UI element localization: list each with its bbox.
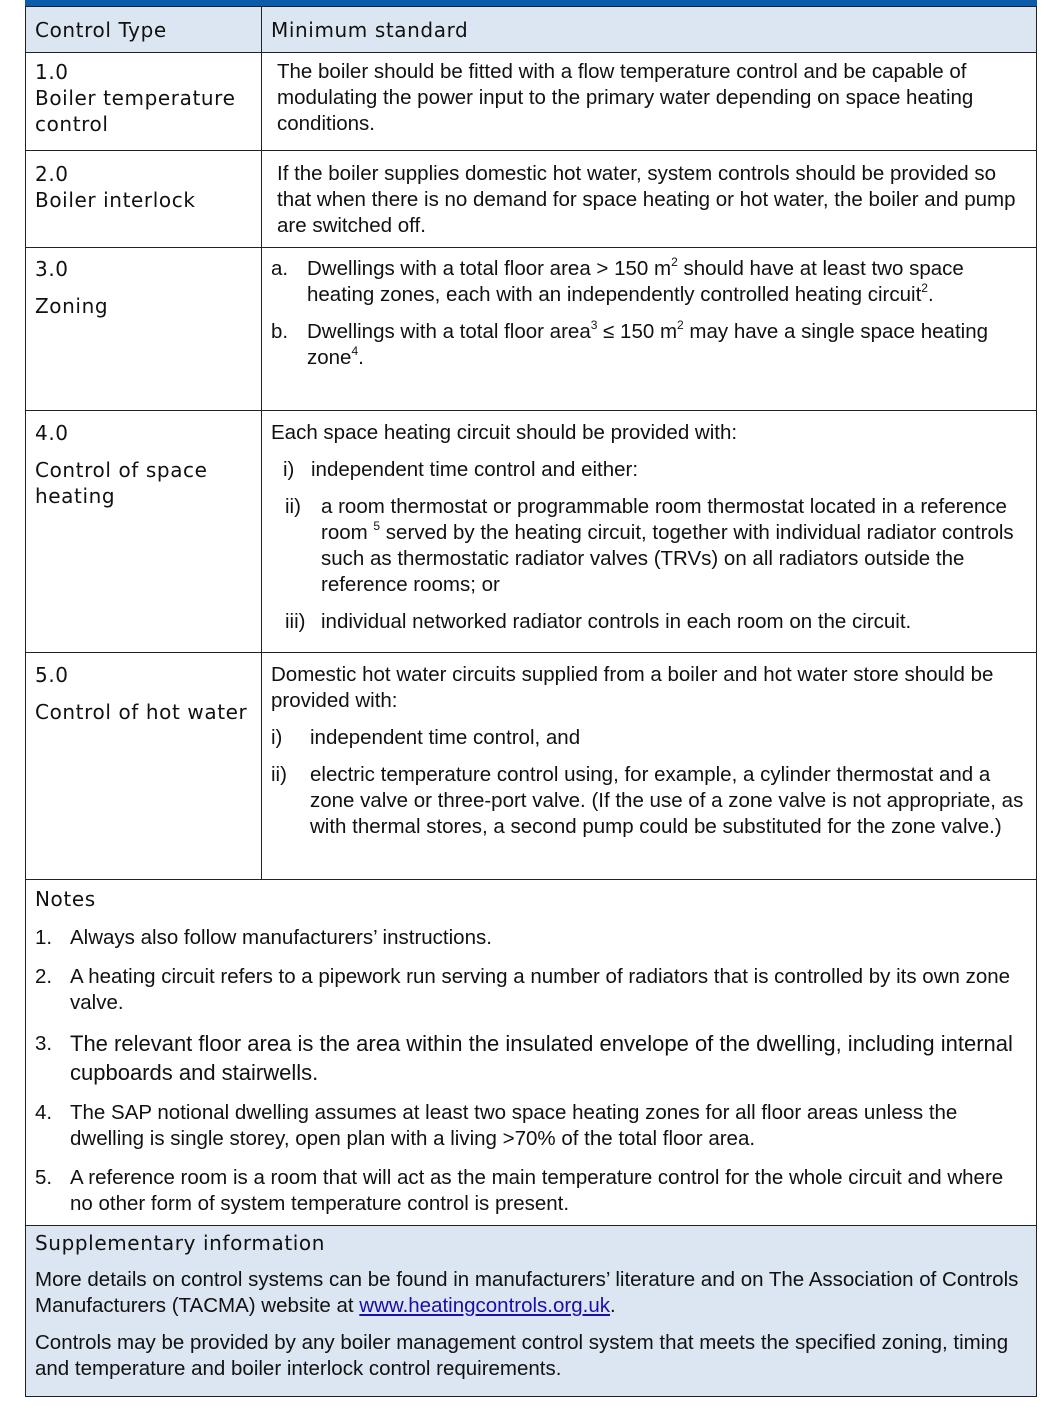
notes-title: Notes — [35, 887, 96, 911]
row-intro-text: Domestic hot water circuits supplied from a boiler and hot water store should be provided with: — [271, 663, 994, 712]
list-marker: i) — [283, 458, 295, 481]
table-row — [26, 411, 1037, 653]
row-title: Boiler interlock — [35, 188, 196, 212]
list-item: ii) electric temperature control using, for example, a cylinder thermostat and a zone valve or three-port valve. (If the use of a zone valve is not appropriate, as with thermal stores, a second pump could be substituted for the zone valve.) — [271, 763, 1024, 838]
row-title: Zoning — [35, 294, 109, 318]
list-marker: iii) — [285, 610, 306, 633]
row-number: 5.0 — [35, 663, 69, 687]
list-item: ii) a room thermostat or programmable room thermostat located in a reference room $^5$ served by the heating circuit, together with individual radiator controls such as thermostatic radiator valves (TRVs) on all radiators outside the reference rooms; or — [285, 495, 1014, 596]
note-marker: 1. — [35, 926, 53, 949]
list-item: iii) individual networked radiator controls in each room on the circuit. — [285, 610, 912, 633]
list-item: i) independent time control, and — [271, 726, 581, 749]
row-intro-text: Each space heating circuit should be provided with: — [271, 421, 738, 444]
table-header-row — [26, 7, 1037, 53]
header-control-type: Control Type — [35, 17, 167, 42]
controls-table-document — [25, 0, 1037, 1397]
row-number: 2.0 — [35, 162, 69, 186]
list-marker: a. — [271, 257, 289, 280]
row-standard-text: If the boiler supplies domestic hot water, system controls should be provided so that when there is no demand for space heating or hot water, the boiler and pump are switched off. — [277, 162, 1016, 237]
header-minimum-standard: Minimum standard — [271, 17, 469, 42]
row-number: 4.0 — [35, 421, 69, 445]
row-number: 1.0 — [35, 60, 69, 84]
row-title: Boiler temperature control — [35, 86, 236, 136]
note-marker: 5. — [35, 1166, 53, 1189]
controls-table — [25, 6, 1037, 1397]
supplementary-row — [26, 1226, 1037, 1397]
row-number: 3.0 — [35, 257, 69, 281]
row-title: Control of hot water — [35, 700, 248, 724]
row-standard-text: The boiler should be fitted with a flow temperature control and be capable of modulating the power input to the primary water depending on space heating conditions. — [277, 60, 974, 135]
supplementary-title: Supplementary information — [35, 1231, 326, 1255]
row-title: Control of space heating — [35, 458, 208, 508]
list-marker: b. — [271, 320, 289, 343]
note-item: 3. The relevant floor area is the area within the insulated envelope of the dwelling, including internal cupboards and stairwells. — [35, 1031, 1013, 1085]
list-item: a. Dwellings with a total floor area > 150 $m^2$ should have at least two space heating zones, each with an independently controlled heating circuit$^2$. — [271, 255, 964, 306]
supplementary-paragraph: More details on control systems can be found in manufacturers’ literature and on The Association of Controls Manufacturers (TACMA) website at www.heatingcontrols.org.uk. — [35, 1268, 1019, 1317]
list-item: b. Dwellings with a total floor area$^3$ ≤ 150 $m^2$ may have a single space heating zone$^4$. — [271, 318, 988, 369]
table-row — [26, 53, 1037, 151]
table-row — [26, 151, 1037, 248]
table-row — [26, 653, 1037, 880]
note-item: 4. The SAP notional dwelling assumes at least two space heating zones for all floor areas unless the dwelling is single storey, open plan with a living >70% of the total floor area. — [35, 1101, 958, 1150]
tacma-website-link[interactable]: www.heatingcontrols.org.uk — [359, 1294, 610, 1317]
table-row — [26, 248, 1037, 411]
list-marker: ii) — [271, 763, 287, 786]
list-marker: i) — [271, 726, 283, 749]
list-marker: ii) — [285, 495, 301, 518]
note-item: 2. A heating circuit refers to a pipework run serving a number of radiators that is controlled by its own zone valve. — [35, 965, 1011, 1014]
note-marker: 3. — [35, 1032, 53, 1055]
note-marker: 4. — [35, 1101, 53, 1124]
supplementary-paragraph: Controls may be provided by any boiler management control system that meets the specified zoning, timing and temperature and boiler interlock control requirements. — [35, 1331, 1009, 1380]
notes-row — [26, 880, 1037, 1226]
note-item: 1. Always also follow manufacturers’ instructions. — [35, 926, 492, 949]
note-item: 5. A reference room is a room that will act as the main temperature control for the whole circuit and where no other form of system temperature control is present. — [35, 1166, 1004, 1215]
list-item: i) independent time control and either: — [283, 458, 639, 481]
note-marker: 2. — [35, 965, 53, 988]
